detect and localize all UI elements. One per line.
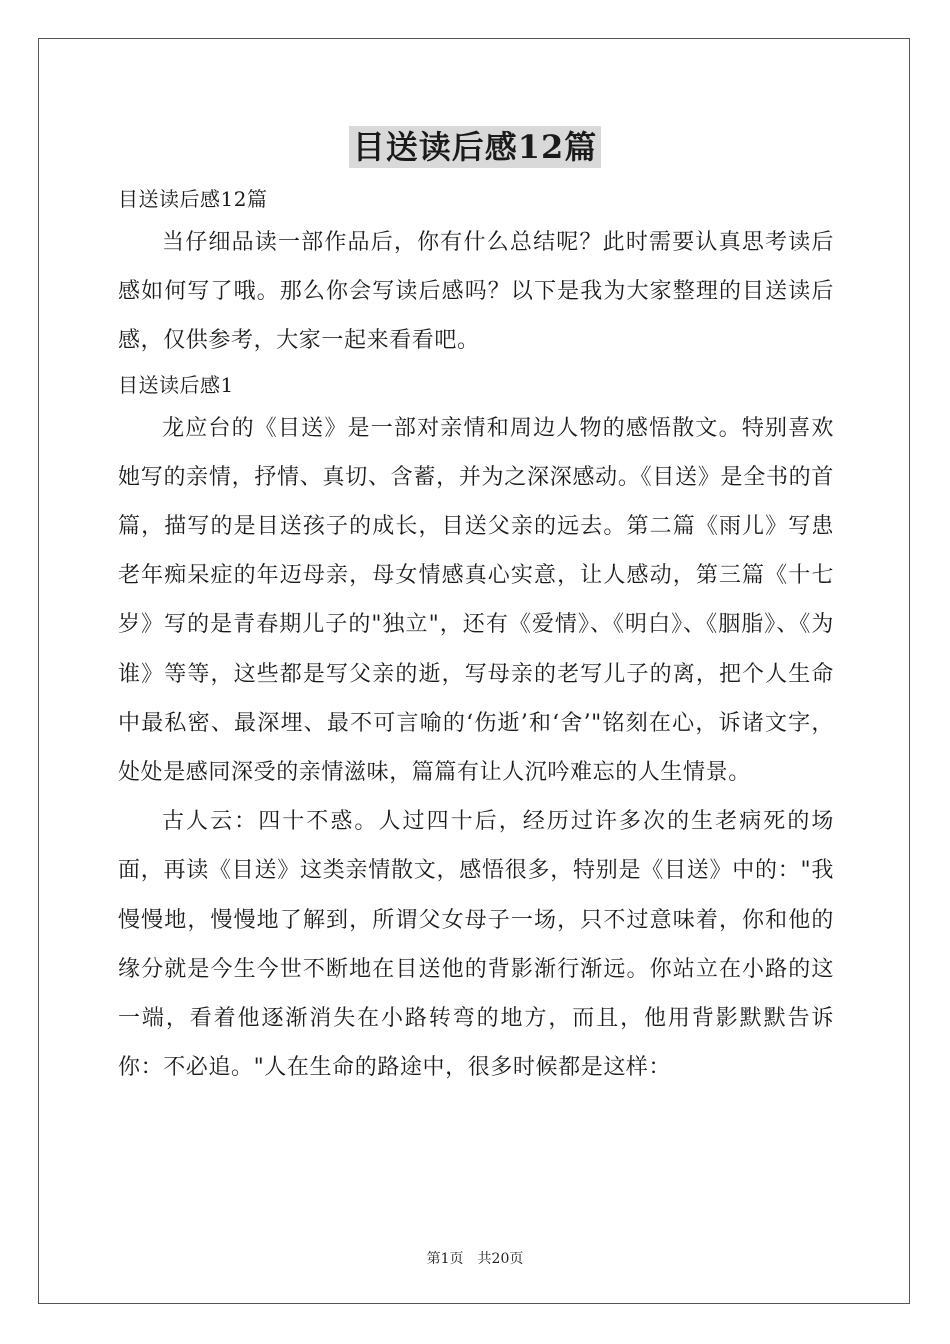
document-title: 目送读后感12篇 <box>349 126 602 168</box>
section-heading: 目送读后感1 <box>118 372 234 397</box>
page-total: 共20页 <box>477 1251 524 1267</box>
section-paragraph-2: 古人云：四十不惑。人过四十后，经历过许多次的生老病死的场面，再读《目送》这类亲情散文，感悟很多，特别是《目送》中的："我慢慢地，慢慢地了解到，所谓父女母子一场，只不过意味着，你和他的缘分就是今生今世不断地在目送他的背影渐行渐远。你站立在小路的这一端，看着他逐渐消失在小路转弯的地方，而且，他用背影默默告诉你：不必追。"人在生命的路途中，很多时候都是这样： <box>118 809 834 1081</box>
intro-paragraph: 当仔细品读一部作品后，你有什么总结呢？此时需要认真思考读后感如何写了哦。那么你会写读后感吗？以下是我为大家整理的目送读后感，仅供参考，大家一起来看看吧。 <box>118 230 834 354</box>
document-body <box>118 180 834 1092</box>
page-footer <box>0 1248 950 1268</box>
title-container <box>0 126 950 168</box>
page-number: 第1页 <box>426 1251 464 1267</box>
document-subtitle: 目送读后感12篇 <box>118 187 268 211</box>
section-paragraph-1: 龙应台的《目送》是一部对亲情和周边人物的感悟散文。特别喜欢她写的亲情，抒情、真切、含蓄，并为之深深感动。《目送》是全书的首篇，描写的是目送孩子的成长，目送父亲的远去。第二篇《雨儿》写患老年痴呆症的年迈母亲，母女情感真心实意，让人感动，第三篇《十七岁》写的是青春期儿子的"独立"，还有《爱情》、《明白》、《胭脂》、《为谁》等等，这些都是写父亲的逝，写母亲的老写儿子的离，把个人生命中最私密、最深埋、最不可言喻的‘伤逝’和‘舍’"铭刻在心，诉诸文字，处处是感同深受的亲情滋味，篇篇有让人沉吟难忘的人生情景。 <box>118 415 834 786</box>
